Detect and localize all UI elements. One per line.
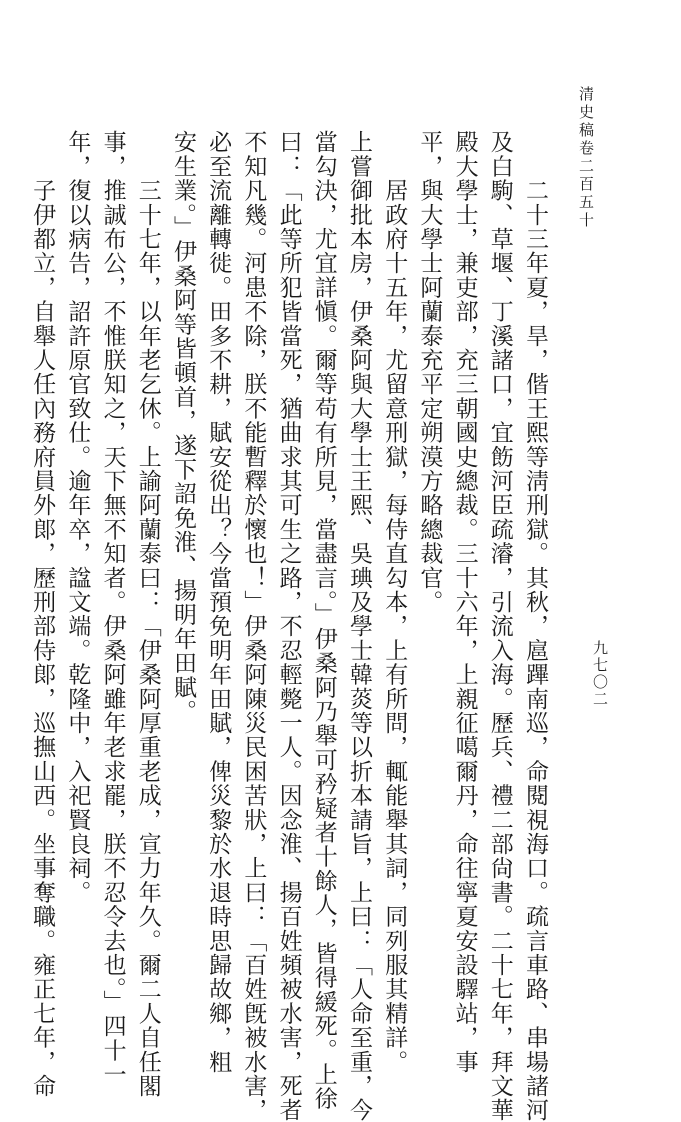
text-column: 當勾決，尤宜詳愼。爾等苟有所見，當盡言。」伊桑阿乃舉可矜疑者十餘人，皆得緩死。上徐 xyxy=(310,130,337,1111)
text-column: 子伊都立，自舉人任內務府員外郞，歷刑部侍郞，巡撫山西。坐事奪職。雍正七年，命 xyxy=(29,130,56,1098)
text-column: 殿大學士，兼吏部，充三朝國史總裁。三十六年，上親征噶爾丹，命往寧夏安設驛站，事 xyxy=(451,130,478,1074)
text-column: 三十七年，以年老乞休。上諭阿蘭泰曰：「伊桑阿厚重老成，宣力年久。爾二人自任閣 xyxy=(134,130,161,1098)
text-column: 二十三年夏，旱，偕王熙等淸刑獄。其秋，扈蹕南巡，命閱視海口。疏言車路、串場諸河 xyxy=(522,130,548,1122)
text-column: 平，與大學士阿蘭泰充平定朔漠方略總裁官。 xyxy=(416,130,443,614)
text-column: 事，推誠布公，不惟朕知之，天下無不知者。伊桑阿雖年老求罷，朕不忍令去也。」四十一 xyxy=(99,130,126,1087)
text-column: 必至流離轉徙。田多不耕，賦安從出？今當預免明年田賦，俾災黎於水退時思歸故鄉，粗 xyxy=(205,130,232,1074)
text-column: 年，復以病告，詔許原官致仕。逾年卒，諡文端。乾隆中，入祀賢良祠。 xyxy=(64,130,91,905)
text-column: 不知凡幾。河患不除，朕不能暫釋於懷也！」伊桑阿陳災民困苦狀，上曰：「百姓旣被水害， xyxy=(240,130,267,1122)
text-column: 安生業。」伊桑阿等皆頓首，遂下詔免淮、揚明年田賦。 xyxy=(169,130,196,724)
running-header: 清史稿卷二百五十 xyxy=(577,86,595,230)
text-column: 曰：「此等所犯皆當死，猶曲求其可生之路，不忍輕斃一人。因念淮、揚百姓頻被水害，死者 xyxy=(275,130,302,1122)
main-text xyxy=(29,130,552,1122)
text-column: 上嘗御批本房，伊桑阿與大學士王熙、吳琠及學士韓菼等以折本請旨，上曰：「人命至重，今 xyxy=(345,130,372,1122)
page-number: 九七〇二 xyxy=(591,640,609,708)
text-column: 及白駒、草堰、丁溪諸口，宜飭河臣疏濬，引流入海。歷兵、禮二部尙書。二十七年，拜文華 xyxy=(486,130,513,1122)
text-column: 居政府十五年，尤留意刑獄，每侍直勾本，上有所問，輒能舉其詞，同列服其精詳。 xyxy=(381,130,408,1074)
